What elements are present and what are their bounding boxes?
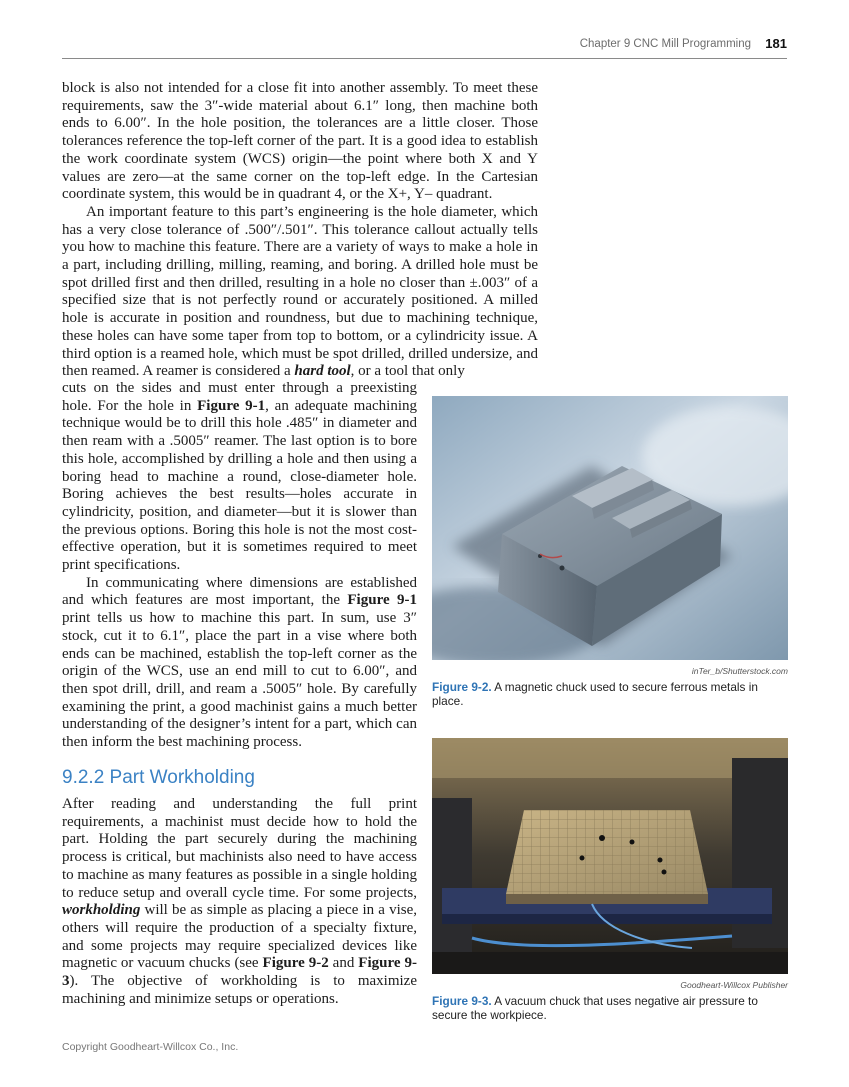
paragraph-text: An important feature to this part’s engineering is the hole diameter, which has a very close tolerance of .500″/.501″. This tolerance callout actually tells you how to machine this feature. There are a variety of ways to make a hole in a part, including drilling, milling, reaming, and boring. A drilled hole must be spot drilled first and then drilled, resulting in a hole no closer than ±.003″ of a specified size that is not perfectly round or accurately positioned. A milled hole is accurate in position and roundness, but due to machining technique, these holes can have some taper from top to bottom, or a cylindricity issue. A third option is a reamed hole, which must be spot drilled, drilled undersize, and then reamed. A reamer is considered a [62, 203, 538, 380]
paragraph-workholding [62, 796, 417, 1008]
paragraph-hole-diameter [62, 204, 538, 381]
term-workholding: workholding [62, 902, 141, 919]
caption-text: A magnetic chuck used to secure ferrous metals in place. [432, 680, 758, 708]
paragraph-text: and [328, 955, 359, 972]
figure-label: Figure 9-3. [432, 994, 492, 1008]
body-column-b [62, 796, 417, 1008]
paragraph-text: ). The objective of workholding is to maximize machining and minimize setups or operations. [62, 973, 417, 1007]
figure-caption [432, 994, 772, 1022]
caption-text: A vacuum chuck that uses negative air pressure to secure the workpiece. [432, 994, 758, 1022]
running-header [62, 36, 787, 59]
photo-credit: inTer_b/Shutterstock.com [691, 666, 788, 676]
vacuum-chuck-photo [432, 738, 788, 974]
paragraph-text: After reading and understanding the full print requirements, a machinist must decide how to hold the part. Holding the part securely during the machining process is critical, but machinists also need to have access to machine as many features as possible in a single holding to reduce setup and overall cycle time. For some projects, [62, 796, 417, 901]
figure-9-2 [432, 396, 788, 708]
body-column-a [62, 380, 417, 752]
photo-credit: Goodheart-Willcox Publisher [680, 980, 788, 990]
figure-reference[interactable]: Figure 9-2 [262, 955, 329, 972]
section-heading: 9.2.2 Part Workholding [62, 767, 255, 788]
figure-reference[interactable]: Figure 9-3 [62, 955, 417, 990]
paragraph-text: In communicating where dimensions are established and which features are most important, the [62, 574, 417, 609]
paragraph-text: , or a tool that only [350, 363, 465, 380]
figure-reference[interactable]: Figure 9-1 [197, 397, 266, 414]
paragraph-reaming [62, 380, 417, 575]
paragraph-text: print tells us how to machine this part. In sum, use 3″ stock, cut it to 6.1″, place the part in a vise where both ends can be machined, establish the top-left corner as the origin of the WCS, use an end mill to cut to 6.00″, and then spot drill, drill, and ream a .5005″ hole. By carefully examining the print, a good machinist gains a much better understanding of the designer’s intent for a part, which can then inform the best machining process. [62, 610, 417, 751]
figure-9-3 [432, 738, 788, 1022]
paragraph-summary [62, 575, 417, 752]
paragraph-text: will be as simple as placing a piece in a vise, others will require the production of a specialty fixture, and some projects may require specialized devices like magnetic or vacuum chucks (see [62, 902, 417, 972]
chapter-title: Chapter 9 CNC Mill Programming [579, 38, 751, 50]
figure-caption [432, 680, 772, 708]
paragraph-wcs: block is also not intended for a close fit into another assembly. To meet these requirements, saw the 3″-wide material about 6.1″ long, then machine both ends to 6.00″. In the hole position, the tolerances are a little closer. Those tolerances reference the top-left corner of the part. It is a good idea to establish the work coordinate system (WCS) origin—the point where both X and Y values are zero—at the same corner on the top-left edge. In the Cartesian coordinate system, this would be in quadrant 4, or the X+, Y– quadrant. [62, 80, 538, 203]
body-top-block [62, 80, 538, 381]
figure-label: Figure 9-2. [432, 680, 492, 694]
copyright-footer: Copyright Goodheart-Willcox Co., Inc. [62, 1041, 239, 1053]
magnetic-chuck-photo [432, 396, 788, 660]
page-number: 181 [765, 36, 787, 51]
paragraph-text: , an adequate machining technique would be to drill this hole .485″ in diameter and then ream with a .5005″ reamer. The last option is to bore this hole, accomplished by drilling a hole and then using a boring head to machine a round, close-diameter hole. Boring achieves the best results—holes accurate in cylindricity, position, and diameter—but it is slower than the previous options. Boring this hole is not the most cost-effective operation, but it is sometimes required to meet print specifications. [62, 397, 418, 574]
paragraph-text: cuts on the sides and must enter through a preexisting hole. For the hole in [62, 380, 417, 414]
figure-reference[interactable]: Figure 9-1 [347, 592, 417, 609]
term-hard-tool: hard tool [294, 363, 351, 380]
